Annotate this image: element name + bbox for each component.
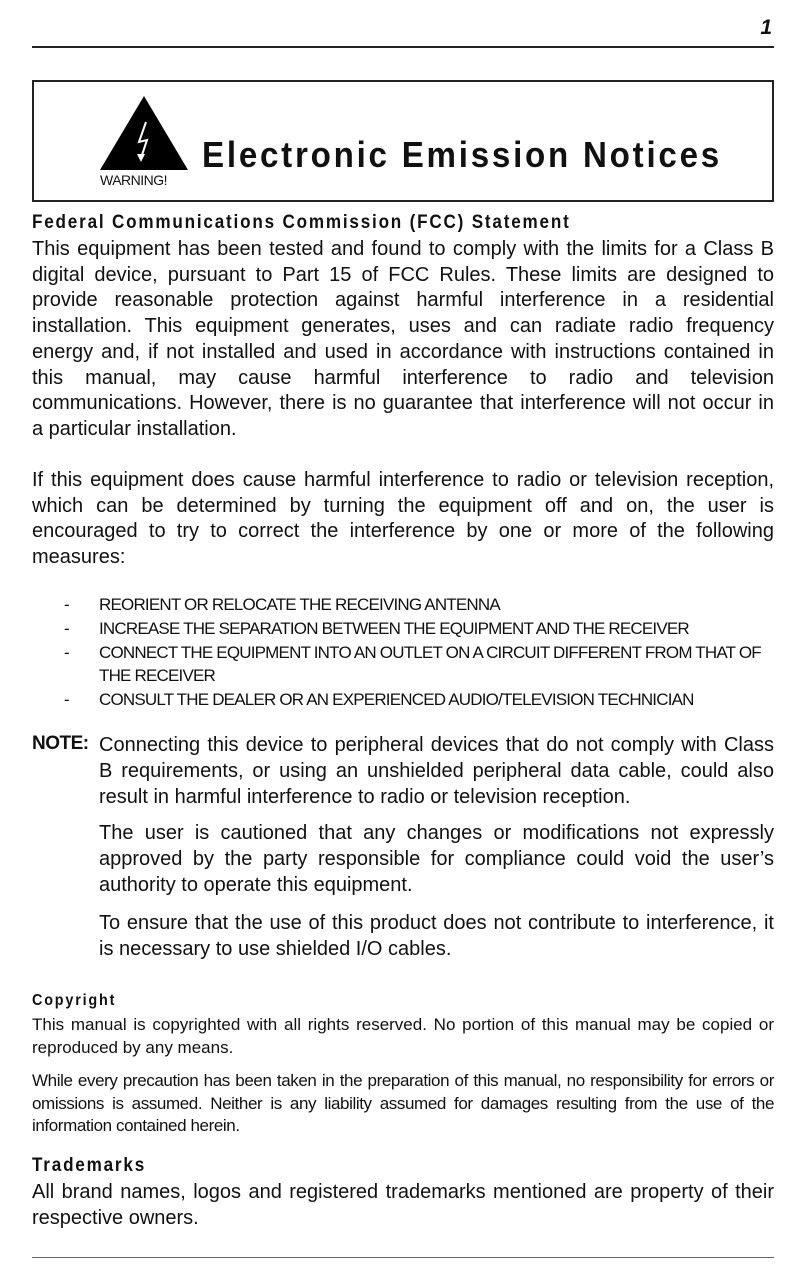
fcc-paragraph-1: This equipment has been tested and found to comply with the limits for a Class B digital device, pursuant to Part 15 of FCC Rules. These limits are designed to provide reasonable protection against harmful interference in a residential installation. This equipment generates, uses and can radiate radio frequency energy and, if not installed and used in accordance with instructions contained in this manual, may cause harmful interference to radio and television communications. However, there is no guarantee that interference will not occur in a particular installation. bbox=[32, 238, 774, 440]
warning-symbol bbox=[100, 96, 188, 188]
note-label: NOTE: bbox=[32, 733, 89, 754]
copyright-heading: Copyright bbox=[32, 992, 117, 1009]
list-item: - REORIENT OR RELOCATE THE RECEIVING ANTENNA bbox=[64, 595, 500, 614]
measures-list bbox=[64, 593, 774, 712]
note-paragraph-2: The user is cautioned that any changes or modifications not expressly approved by the party responsible for compliance could void the user’s authority to operate this equipment. bbox=[99, 822, 774, 896]
note-paragraph-3: To ensure that the use of this product does not contribute to interference, it is necessary to use shielded I/O cables. bbox=[99, 912, 774, 960]
high-voltage-warning-icon bbox=[100, 96, 188, 172]
copyright-paragraph-2: While every precaution has been taken in the preparation of this manual, no responsibility for errors or omissions is assumed. Neither is any liability assumed for damages resulting from the use of the information contained herein. bbox=[32, 1071, 774, 1135]
page-title: Electronic Emission Notices bbox=[202, 134, 722, 175]
warning-label: WARNING! bbox=[100, 172, 168, 188]
list-item: - INCREASE THE SEPARATION BETWEEN THE EQUIPMENT AND THE RECEIVER bbox=[64, 618, 689, 638]
trademarks-heading: Trademarks bbox=[32, 1155, 147, 1176]
title-banner bbox=[32, 80, 774, 202]
list-item: - CONNECT THE EQUIPMENT INTO AN OUTLET ON A CIRCUIT DIFFERENT FROM THAT OF THE RECEIVER bbox=[64, 642, 761, 686]
page-number: 1 bbox=[760, 16, 772, 39]
fcc-paragraph-2: If this equipment does cause harmful interference to radio or television reception, which can be determined by turning the equipment off and on, the user is encouraged to try to correct the interference by one or more of the following measures: bbox=[32, 469, 774, 569]
list-item: - CONSULT THE DEALER OR AN EXPERIENCED AUDIO/TELEVISION TECHNICIAN bbox=[64, 690, 694, 710]
copyright-paragraph-1: This manual is copyrighted with all rights reserved. No portion of this manual may be copied or reproduced by any means. bbox=[32, 1015, 774, 1057]
bottom-divider bbox=[32, 1257, 774, 1258]
fcc-heading: Federal Communications Commission (FCC) Statement bbox=[32, 212, 571, 233]
note-paragraph-1: Connecting this device to peripheral devices that do not comply with Class B requirements, or using an unshielded peripheral data cable, could also result in harmful interference to radio or television reception. bbox=[99, 734, 774, 808]
top-divider bbox=[32, 46, 774, 48]
trademarks-paragraph: All brand names, logos and registered trademarks mentioned are property of their respective owners. bbox=[32, 1181, 774, 1229]
